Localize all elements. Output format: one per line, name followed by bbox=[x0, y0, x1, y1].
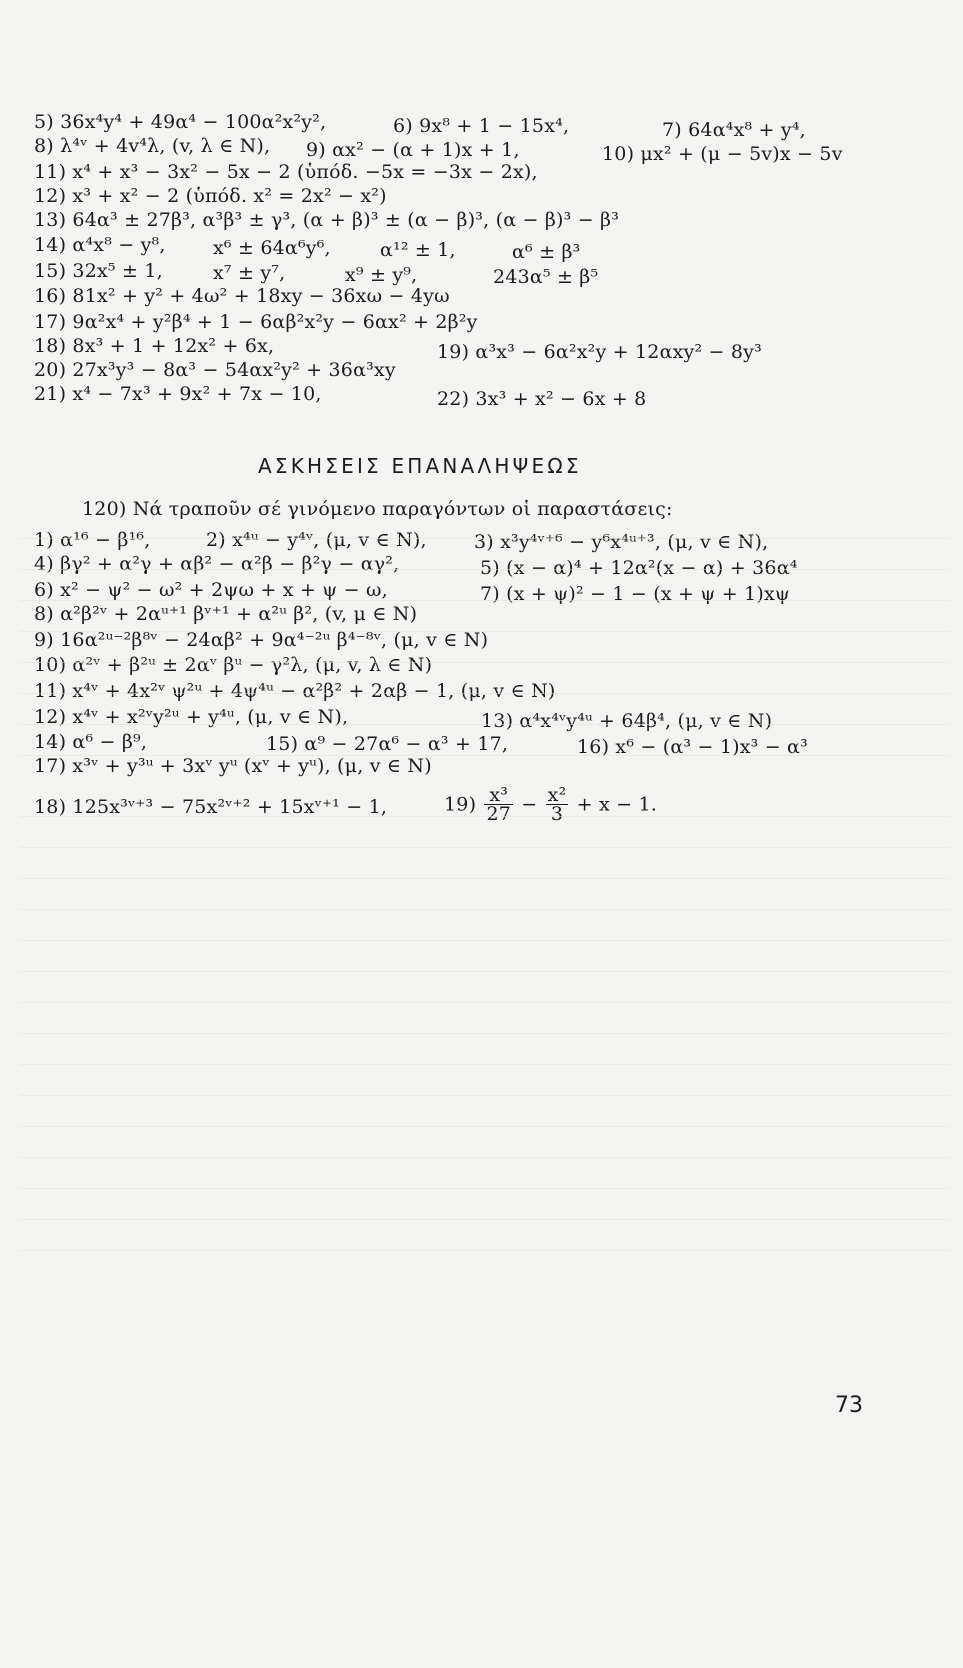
exercise-14c: α¹² ± 1, bbox=[380, 239, 456, 261]
ex-6: 6) x² − ψ² − ω² + 2ψω + x + ψ − ω, bbox=[34, 579, 388, 601]
exercise-120-intro: 120) Νά τραποῦν σέ γινόμενο παραγόντων οἱ παραστάσεις: bbox=[82, 498, 673, 520]
exercise-7: 7) 64α⁴x⁸ + y⁴, bbox=[662, 119, 806, 141]
ex-17: 17) x³ᵛ + y³ᵘ + 3xᵛ yᵘ (xᵛ + yᵘ), (μ, v ∈ N) bbox=[34, 755, 432, 777]
exercise-10: 10) μx² + (μ − 5v)x − 5v bbox=[602, 143, 843, 165]
ex-3: 3) x³y⁴ᵛ⁺⁶ − y⁶x⁴ᵘ⁺³, (μ, v ∈ N), bbox=[474, 531, 769, 553]
ex-19-denominator-2: 3 bbox=[550, 803, 564, 825]
exercise-21: 21) x⁴ − 7x³ + 9x² + 7x − 10, bbox=[34, 383, 322, 405]
ex-16: 16) x⁶ − (α³ − 1)x³ − α³ bbox=[577, 736, 808, 758]
ex-19-numerator-1: x³ bbox=[484, 786, 513, 805]
ex-2: 2) x⁴ᵘ − y⁴ᵛ, (μ, v ∈ N), bbox=[206, 529, 427, 551]
ex-15: 15) α⁹ − 27α⁶ − α³ + 17, bbox=[266, 733, 509, 755]
exercise-15d: 243α⁵ ± β⁵ bbox=[493, 266, 599, 288]
exercise-15b: x⁷ ± y⁷, bbox=[213, 262, 286, 284]
exercise-6: 6) 9x⁸ + 1 − 15x⁴, bbox=[393, 115, 570, 137]
ex-13: 13) α⁴x⁴ᵛy⁴ᵘ + 64β⁴, (μ, v ∈ N) bbox=[481, 710, 773, 732]
ex-11: 11) x⁴ᵛ + 4x²ᵛ ψ²ᵘ + 4ψ⁴ᵘ − α²β² + 2αβ − 1, (μ, v ∈ N) bbox=[34, 680, 556, 702]
exercise-9: 9) αx² − (α + 1)x + 1, bbox=[306, 139, 520, 161]
exercise-8: 8) λ⁴ᵛ + 4v⁴λ, (v, λ ∈ N), bbox=[34, 135, 271, 157]
bleed-through-texture bbox=[20, 508, 950, 1668]
ex-19-numerator-2: x² bbox=[547, 784, 567, 806]
ex-10: 10) α²ᵛ + β²ᵘ ± 2αᵛ βᵘ − γ²λ, (μ, v, λ ∈ N) bbox=[34, 654, 433, 676]
exercise-20: 20) 27x³y³ − 8α³ − 54αx²y² + 36α³xy bbox=[34, 359, 396, 381]
page-number: 73 bbox=[835, 1393, 863, 1418]
exercise-17: 17) 9α²x⁴ + y²β⁴ + 1 − 6αβ²x²y − 6αx² + 2β²y bbox=[34, 311, 478, 333]
exercise-14a: 14) α⁴x⁸ − y⁸, bbox=[34, 234, 166, 256]
ex-19-denominator-1: 27 bbox=[486, 803, 512, 825]
ex-1: 1) α¹⁶ − β¹⁶, bbox=[34, 529, 151, 551]
ex-12: 12) x⁴ᵛ + x²ᵛy²ᵘ + y⁴ᵘ, (μ, v ∈ N), bbox=[34, 706, 349, 728]
ex-19-tail: + x − 1. bbox=[576, 793, 658, 816]
ex-5: 5) (x − α)⁴ + 12α²(x − α) + 36α⁴ bbox=[480, 557, 798, 579]
exercise-18: 18) 8x³ + 1 + 12x² + 6x, bbox=[34, 335, 275, 357]
exercise-19: 19) α³x³ − 6α²x²y + 12αxy² − 8y³ bbox=[437, 341, 762, 363]
ex-14: 14) α⁶ − β⁹, bbox=[34, 731, 148, 753]
ex-8: 8) α²β²ᵛ + 2αᵘ⁺¹ βᵛ⁺¹ + α²ᵘ β², (v, μ ∈ N) bbox=[34, 603, 418, 625]
exercise-5: 5) 36x⁴y⁴ + 49α⁴ − 100α²x²y², bbox=[34, 111, 327, 133]
exercise-14b: x⁶ ± 64α⁶y⁶, bbox=[213, 237, 331, 259]
ex-19-label: 19) bbox=[444, 793, 477, 816]
section-heading: ΑΣΚΗΣΕΙΣ ΕΠΑΝΑΛΗΨΕΩΣ bbox=[258, 454, 582, 478]
ex-4: 4) βγ² + α²γ + αβ² − α²β − β²γ − αγ², bbox=[34, 553, 400, 575]
ex-19-minus: − bbox=[521, 793, 538, 816]
exercise-11: 11) x⁴ + x³ − 3x² − 5x − 2 (ὑπόδ. −5x = −3x − 2x), bbox=[34, 161, 538, 183]
ex-7: 7) (x + ψ)² − 1 − (x + ψ + 1)xψ bbox=[480, 583, 791, 605]
exercise-22: 22) 3x³ + x² − 6x + 8 bbox=[437, 388, 647, 410]
ex-18: 18) 125x³ᵛ⁺³ − 75x²ᵛ⁺² + 15xᵛ⁺¹ − 1, bbox=[34, 796, 388, 818]
exercise-14d: α⁶ ± β³ bbox=[512, 241, 581, 263]
exercise-15a: 15) 32x⁵ ± 1, bbox=[34, 260, 163, 282]
exercise-12: 12) x³ + x² − 2 (ὑπόδ. x² = 2x² − x²) bbox=[34, 185, 387, 207]
ex-9: 9) 16α²ᵘ⁻²β⁸ᵛ − 24αβ² + 9α⁴⁻²ᵘ β⁴⁻⁸ᵛ, (μ, v ∈ N) bbox=[34, 629, 489, 651]
exercise-15c: x⁹ ± y⁹, bbox=[345, 264, 418, 286]
exercise-16: 16) 81x² + y² + 4ω² + 18xy − 36xω − 4yω bbox=[34, 285, 450, 307]
exercise-13: 13) 64α³ ± 27β³, α³β³ ± γ³, (α + β)³ ± (α − β)³, (α − β)³ − β³ bbox=[34, 209, 620, 231]
